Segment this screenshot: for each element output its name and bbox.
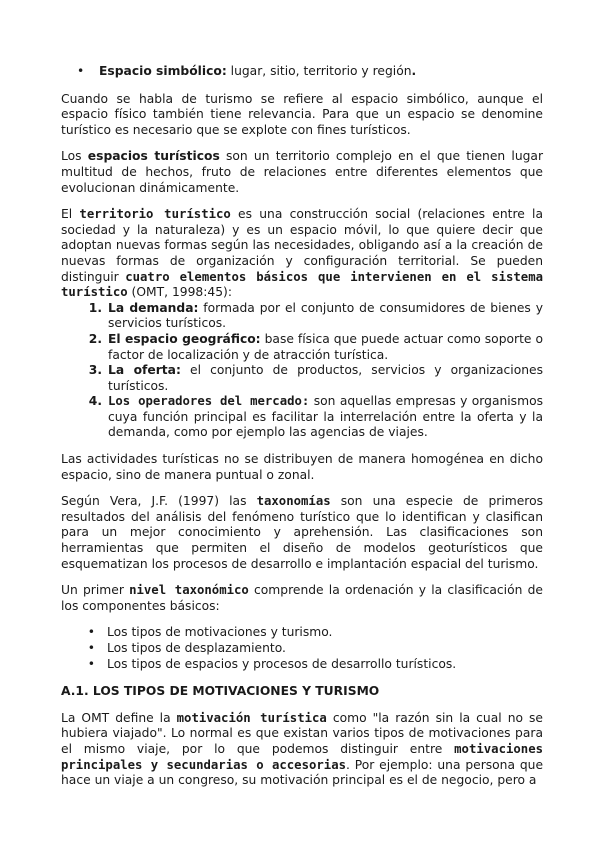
list-item xyxy=(61,641,543,657)
p3-text-e: (OMT, 1998:45): xyxy=(127,285,232,300)
p7-text-c: como "la razón sin la cual no se hubiera viajado". Lo normal es que existan varios tipos de motivaciones para el mismo viaje, por lo que podemos distinguir entre xyxy=(61,710,543,756)
p3-bold-term: territorio turístico xyxy=(79,207,231,222)
item-number: 2. xyxy=(88,331,102,346)
item-body xyxy=(108,363,543,394)
bullet-marker: • xyxy=(87,625,95,640)
item-number: 4. xyxy=(88,394,102,409)
bullet-marker: • xyxy=(87,656,95,671)
paragraph-nivel-taxonomico xyxy=(61,583,543,614)
bullet-marker: • xyxy=(87,641,95,655)
item-label: El espacio geográfico: xyxy=(108,331,261,346)
p2-bold: espacios turísticos xyxy=(87,149,220,164)
item-label: La demanda: xyxy=(108,300,199,315)
p7-bold-principales: motivaciones principales y secundarias o accesorias xyxy=(61,741,543,772)
item-text: Los tipos de motivaciones y turismo. xyxy=(107,625,333,640)
item-number: 3. xyxy=(88,363,102,378)
item-text: Los tipos de desplazamiento. xyxy=(107,641,286,655)
p7-text-e: . Por ejemplo: una persona que hace un viaje a un congreso, su motivación principal es el de negocio, pero a xyxy=(61,757,544,788)
paragraph-territorio-turistico xyxy=(61,207,543,301)
item-label: Los operadores del mercado: xyxy=(108,394,310,409)
item-body xyxy=(108,332,543,363)
p7-bold-motivacion: motivación turística xyxy=(176,710,327,725)
bullet-label: Espacio simbólico: xyxy=(99,64,227,78)
list-item xyxy=(61,363,543,394)
p3-bold-elements: cuatro elementos básicos que intervienen en el sistema turístico xyxy=(61,269,544,300)
p7-text-a: La OMT define la xyxy=(61,710,177,725)
item-text: el conjunto de productos, servicios y organizaciones turísticos. xyxy=(108,363,543,393)
list-item xyxy=(61,657,543,673)
paragraph-espacios-turisticos xyxy=(61,149,543,196)
list-item xyxy=(61,301,543,332)
p2-text-c: son un territorio complejo en el que tienen lugar multitud de hechos, fruto de relaciones entre diferentes elementos que evolucionan dinámicamente. xyxy=(61,149,544,195)
p6-text-a: Un primer xyxy=(61,583,130,598)
item-body xyxy=(108,394,543,441)
item-body xyxy=(108,301,543,332)
bullet-marker: • xyxy=(77,64,85,78)
list-item xyxy=(61,332,543,363)
p5-bold: taxonomías xyxy=(256,494,331,509)
paragraph-motivacion xyxy=(61,711,543,789)
paragraph-actividades: Las actividades turísticas no se distribuyen de manera homogénea en dicho espacio, sino de manera puntual o zonal. xyxy=(61,452,543,482)
item-label: La oferta: xyxy=(108,363,181,378)
item-text: formada por el conjunto de consumidores de bienes y servicios turísticos. xyxy=(108,300,543,331)
item-text: Los tipos de espacios y procesos de desarrollo turísticos. xyxy=(107,656,457,671)
types-list xyxy=(61,625,543,672)
p5-text-a: Según Vera, J.F. (1997) las xyxy=(61,494,257,509)
p6-text-c: comprende la ordenación y la clasificación de los componentes básicos: xyxy=(61,583,543,613)
list-item xyxy=(61,394,543,441)
elements-list xyxy=(61,301,543,441)
p3-text-c: es una construcción social (relaciones entre la sociedad y la naturaleza) y es un espacio móvil, lo que quiere decir que adoptan nuevas formas según las necesidades, obligando así a la creación de nuevas formas de organización y configuración territorial. Se pueden distinguir xyxy=(61,207,543,284)
paragraph-espacio-simbolico: Cuando se habla de turismo se refiere al espacio simbólico, aunque el espacio físico también tiene relevancia. Para que un espacio se denomine turístico es necesario que se explote con fines turísticos. xyxy=(61,91,543,137)
bullet-content xyxy=(99,64,416,80)
paragraph-taxonomias xyxy=(61,494,543,572)
item-text: base física que puede actuar como soporte o factor de localización y de atracción turística. xyxy=(108,331,543,362)
item-number: 1. xyxy=(88,300,102,315)
p5-text-c: son una especie de primeros resultados del análisis del fenómeno turístico que lo identifican y clasifican para un mejor conocimiento y aprehensión. Las clasificaciones son herramientas que permiten el diseño de modelos geoturísticos que esquematizan los procesos de desarrollo e implantación espacial del turismo. xyxy=(61,494,543,571)
list-item xyxy=(61,625,543,641)
bullet-text: lugar, sitio, territorio y región xyxy=(226,64,412,78)
p2-text-a: Los xyxy=(61,149,88,164)
p6-bold: nivel taxonómico xyxy=(129,583,249,598)
section-heading: A.1. LOS TIPOS DE MOTIVACIONES Y TURISMO xyxy=(61,684,380,699)
bullet-end: . xyxy=(411,64,417,78)
item-text: son aquellas empresas y organismos cuya función principal es facilitar la interrelación entre la oferta y la demanda, como por ejemplo las agencias de viajes. xyxy=(108,394,544,440)
p3-text-a: El xyxy=(61,207,80,222)
bullet-espacio-simbolico xyxy=(61,64,543,80)
